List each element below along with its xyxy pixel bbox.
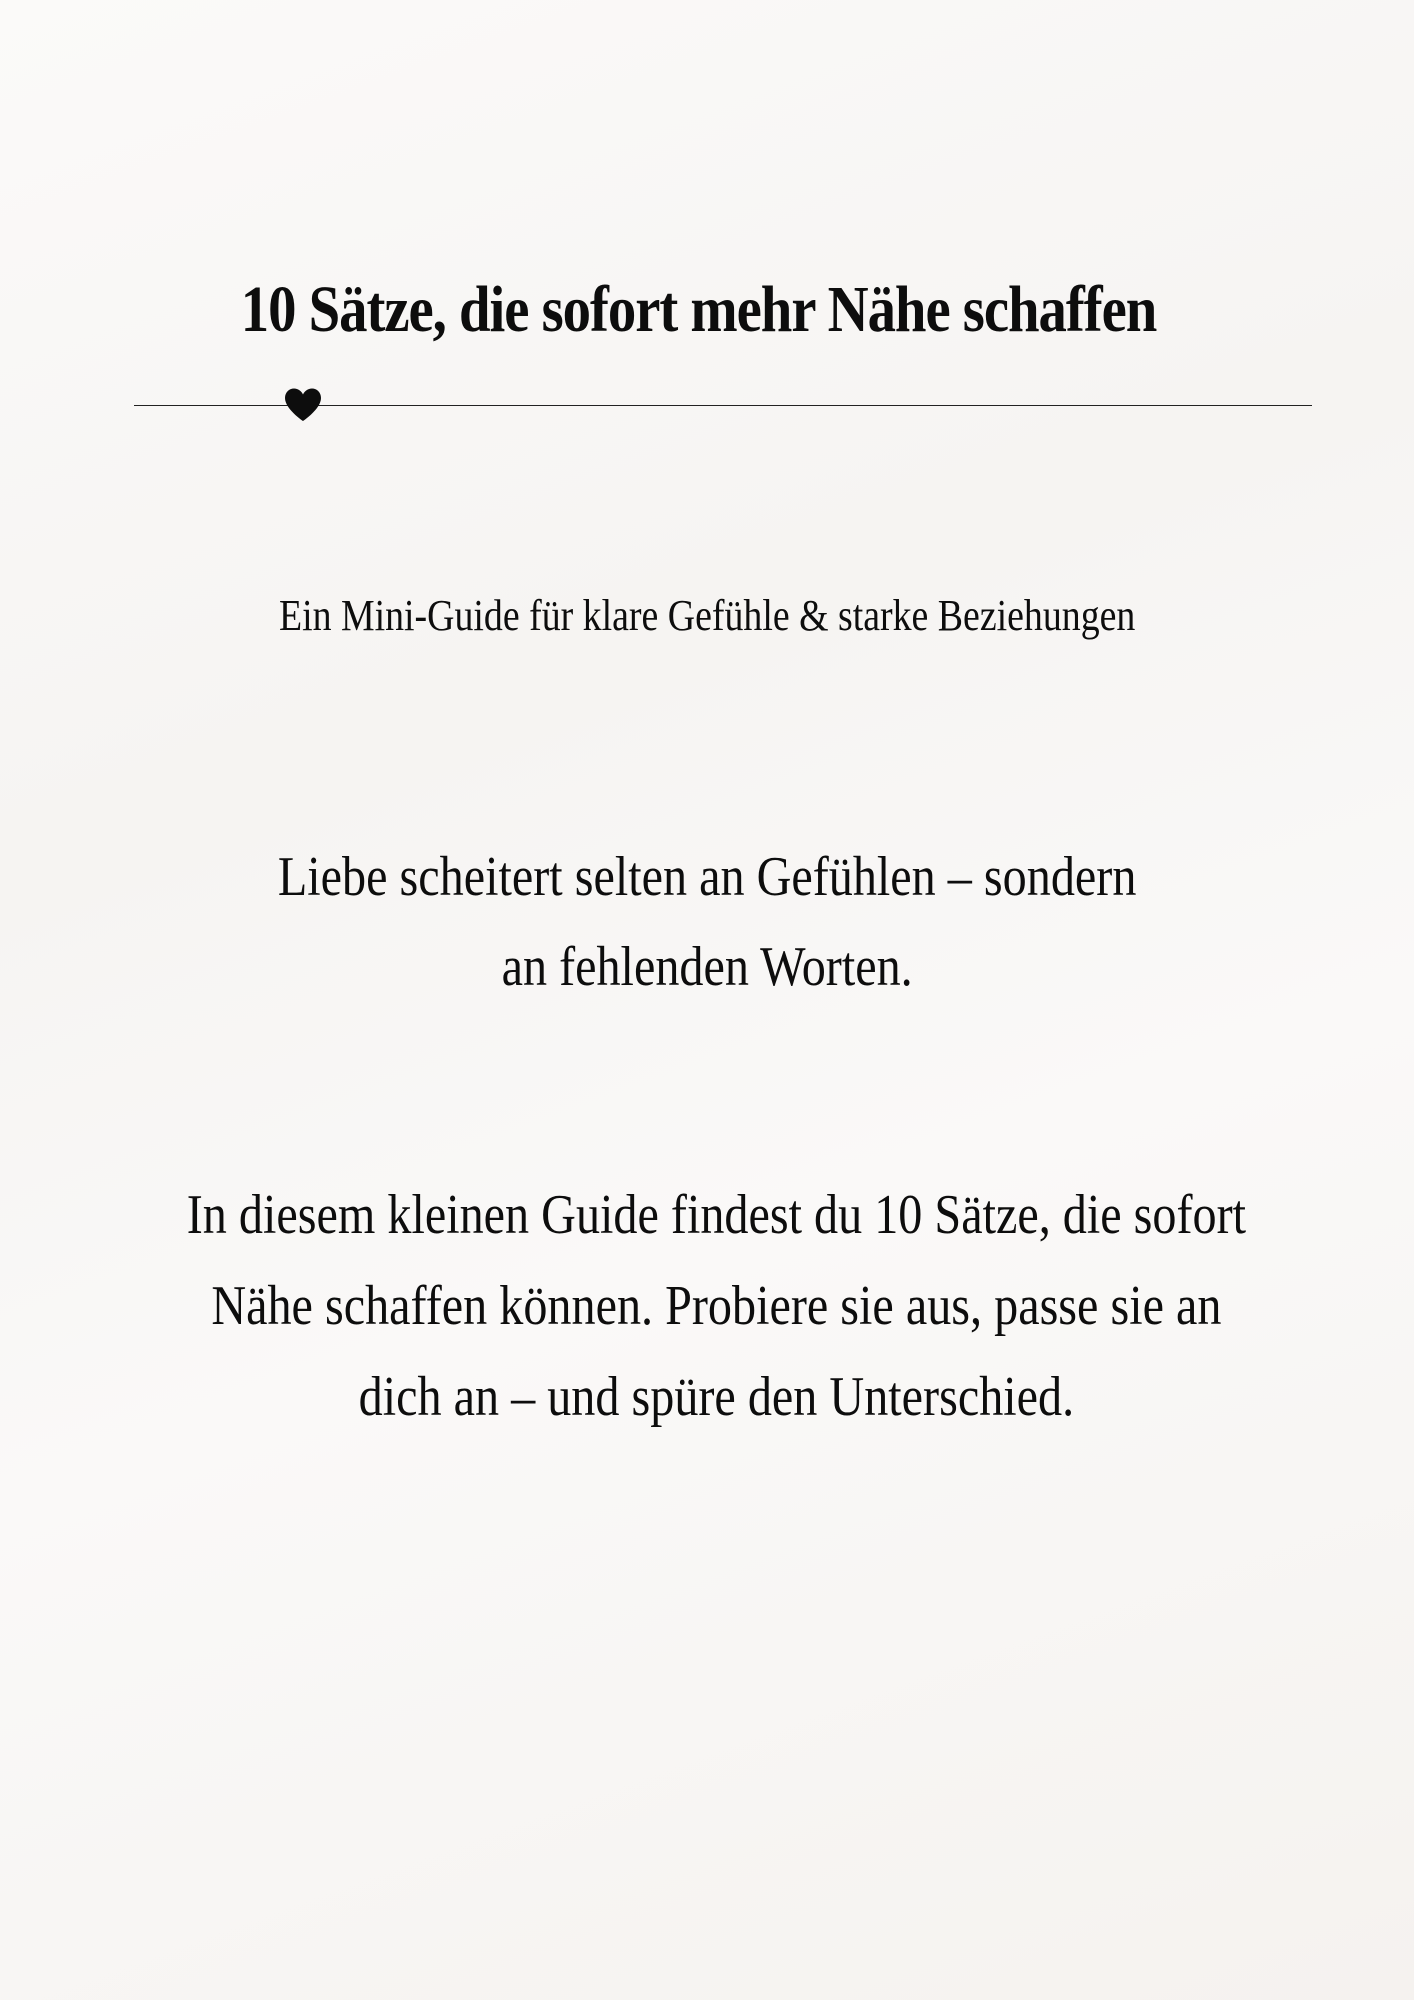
quote-line: an fehlenden Worten. [501,936,913,998]
heart-icon [283,387,323,423]
intro-paragraph [102,1170,1318,1443]
quote [99,832,1315,1012]
intro-line: In diesem kleinen Guide findest du 10 Sätze, die sofort [186,1184,1247,1246]
quote-line: Liebe scheitert selten an Gefühlen – sondern [277,846,1137,908]
intro-line: dich an – und spüre den Unterschied. [358,1366,1075,1428]
page-title: 10 Sätze, die sofort mehr Nähe schaffen [240,273,1157,346]
intro-line: Nähe schaffen können. Probiere sie aus, passe sie an [211,1275,1222,1337]
subtitle: Ein Mini-Guide für klare Gefühle & starke Beziehungen [278,591,1136,640]
